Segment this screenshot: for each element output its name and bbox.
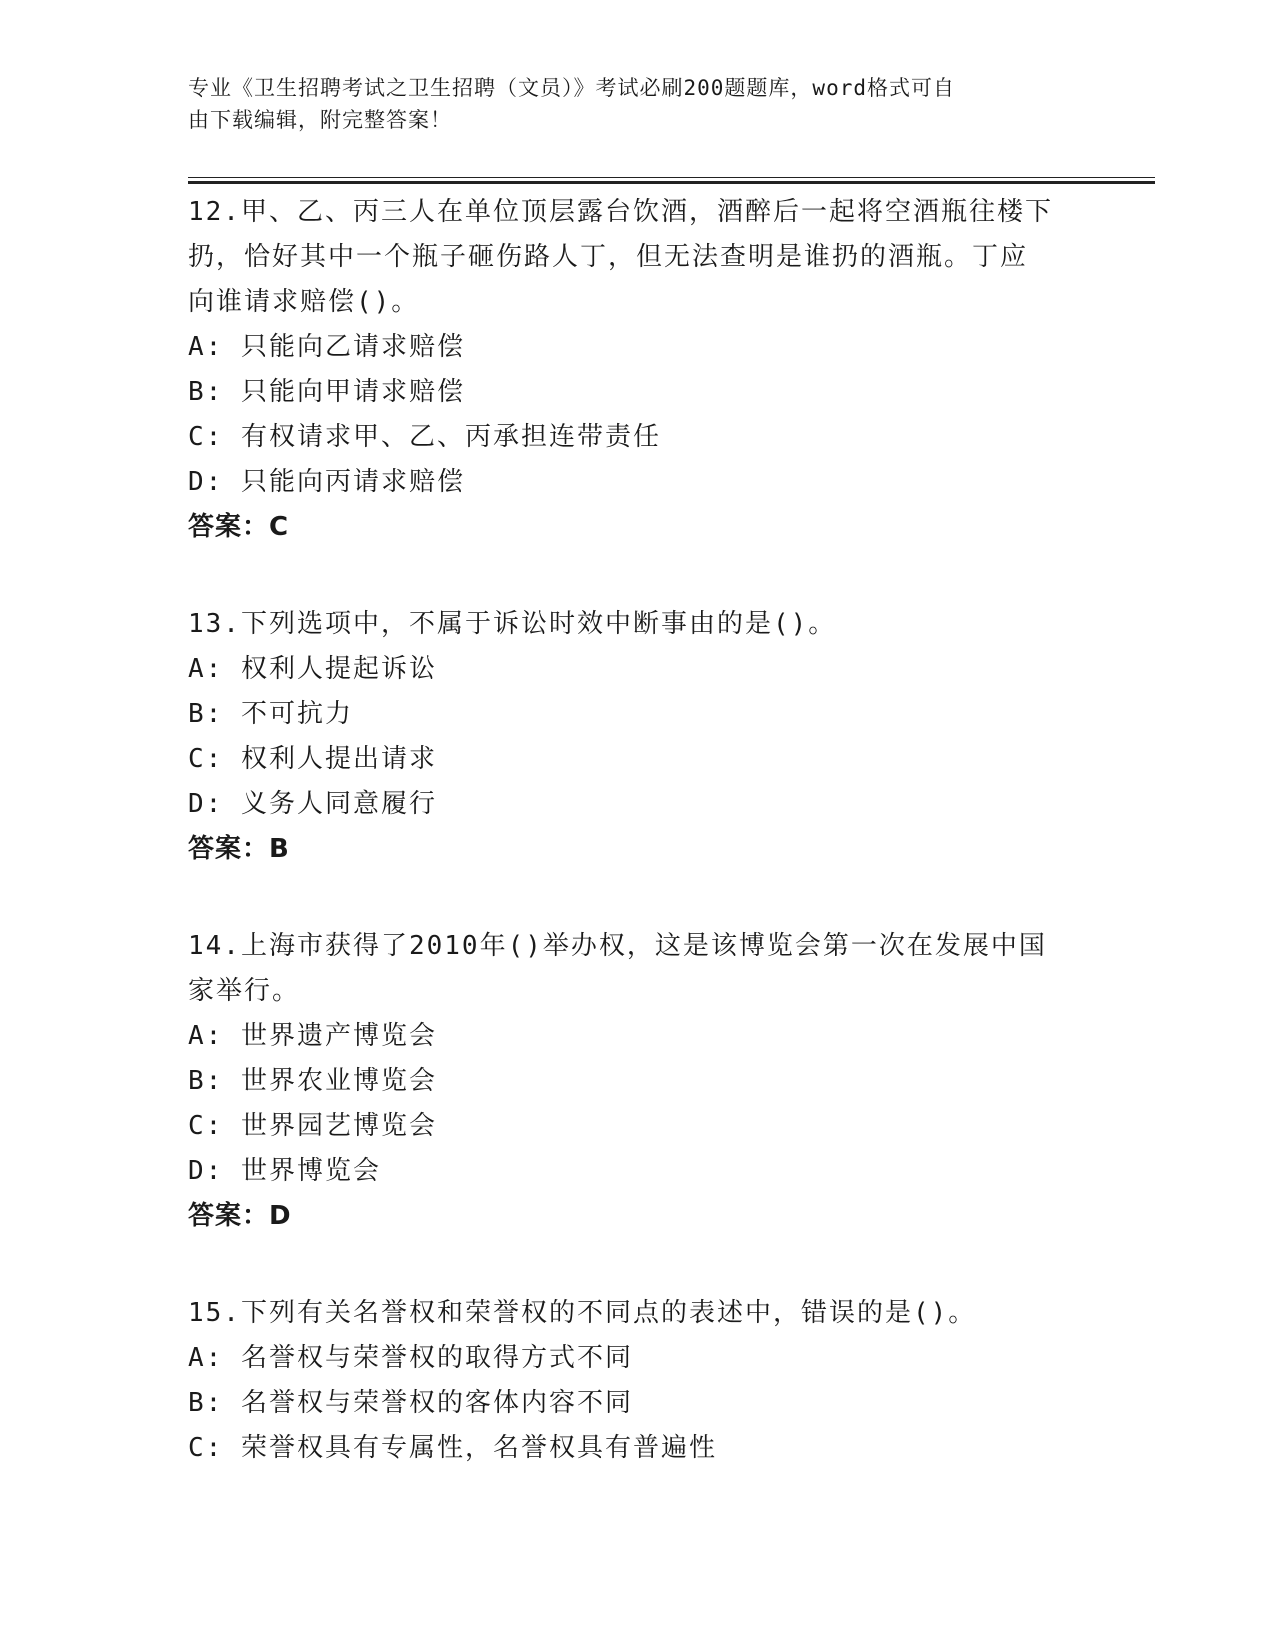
option-a: A: 世界遗产博览会: [188, 1021, 437, 1051]
option-a: A: 只能向乙请求赔偿: [188, 332, 465, 362]
question-stem: [188, 598, 1108, 647]
header-line-2: 由下载编辑，附完整答案！: [188, 108, 452, 132]
question-stem-line: 15.下列有关名誉权和荣誉权的不同点的表述中，错误的是()。: [188, 1298, 977, 1328]
question-spacer: [188, 872, 1108, 920]
question-stem: [188, 186, 1108, 325]
answer-label: 答案：C: [188, 512, 290, 542]
option-c: C: 世界园艺博览会: [188, 1111, 437, 1141]
question-stem-line: 12.甲、乙、丙三人在单位顶层露台饮酒，酒醉后一起将空酒瓶往楼下: [188, 197, 1053, 227]
answer-label: 答案：D: [188, 1201, 292, 1231]
option-b: B: 不可抗力: [188, 699, 353, 729]
header-line-1: 专业《卫生招聘考试之卫生招聘（文员）》考试必刷200题题库，word格式可自: [188, 76, 955, 100]
question-stem: [188, 1287, 1108, 1336]
question-12: [188, 186, 1108, 550]
question-spacer: [188, 550, 1108, 598]
option-d: D: 只能向丙请求赔偿: [188, 467, 465, 497]
option-b: B: 只能向甲请求赔偿: [188, 377, 465, 407]
question-13: [188, 598, 1108, 872]
option-c: C: 有权请求甲、乙、丙承担连带责任: [188, 422, 661, 452]
question-stem: [188, 920, 1108, 1014]
question-spacer: [188, 1239, 1108, 1287]
question-15: [188, 1287, 1108, 1471]
document-header: [188, 72, 1068, 136]
option-c: C: 荣誉权具有专属性，名誉权具有普遍性: [188, 1433, 717, 1463]
option-b: B: 世界农业博览会: [188, 1066, 437, 1096]
option-d: D: 世界博览会: [188, 1156, 381, 1186]
question-stem-line: 家举行。: [188, 976, 301, 1006]
option-c: C: 权利人提出请求: [188, 744, 437, 774]
option-d: D: 义务人同意履行: [188, 789, 437, 819]
option-a: A: 名誉权与荣誉权的取得方式不同: [188, 1343, 633, 1373]
header-divider-thin: [188, 177, 1155, 178]
option-b: B: 名誉权与荣誉权的客体内容不同: [188, 1388, 633, 1418]
question-stem-line: 向谁请求赔偿()。: [188, 287, 420, 317]
option-a: A: 权利人提起诉讼: [188, 654, 437, 684]
question-list: [188, 186, 1108, 1471]
question-stem-line: 14.上海市获得了2010年()举办权，这是该博览会第一次在发展中国: [188, 931, 1047, 961]
header-divider-thick: [188, 181, 1155, 184]
question-stem-line: 扔，恰好其中一个瓶子砸伤路人丁，但无法查明是谁扔的酒瓶。丁应: [188, 242, 1029, 272]
question-stem-line: 13.下列选项中，不属于诉讼时效中断事由的是()。: [188, 609, 837, 639]
answer-label: 答案：B: [188, 834, 290, 864]
question-14: [188, 920, 1108, 1239]
